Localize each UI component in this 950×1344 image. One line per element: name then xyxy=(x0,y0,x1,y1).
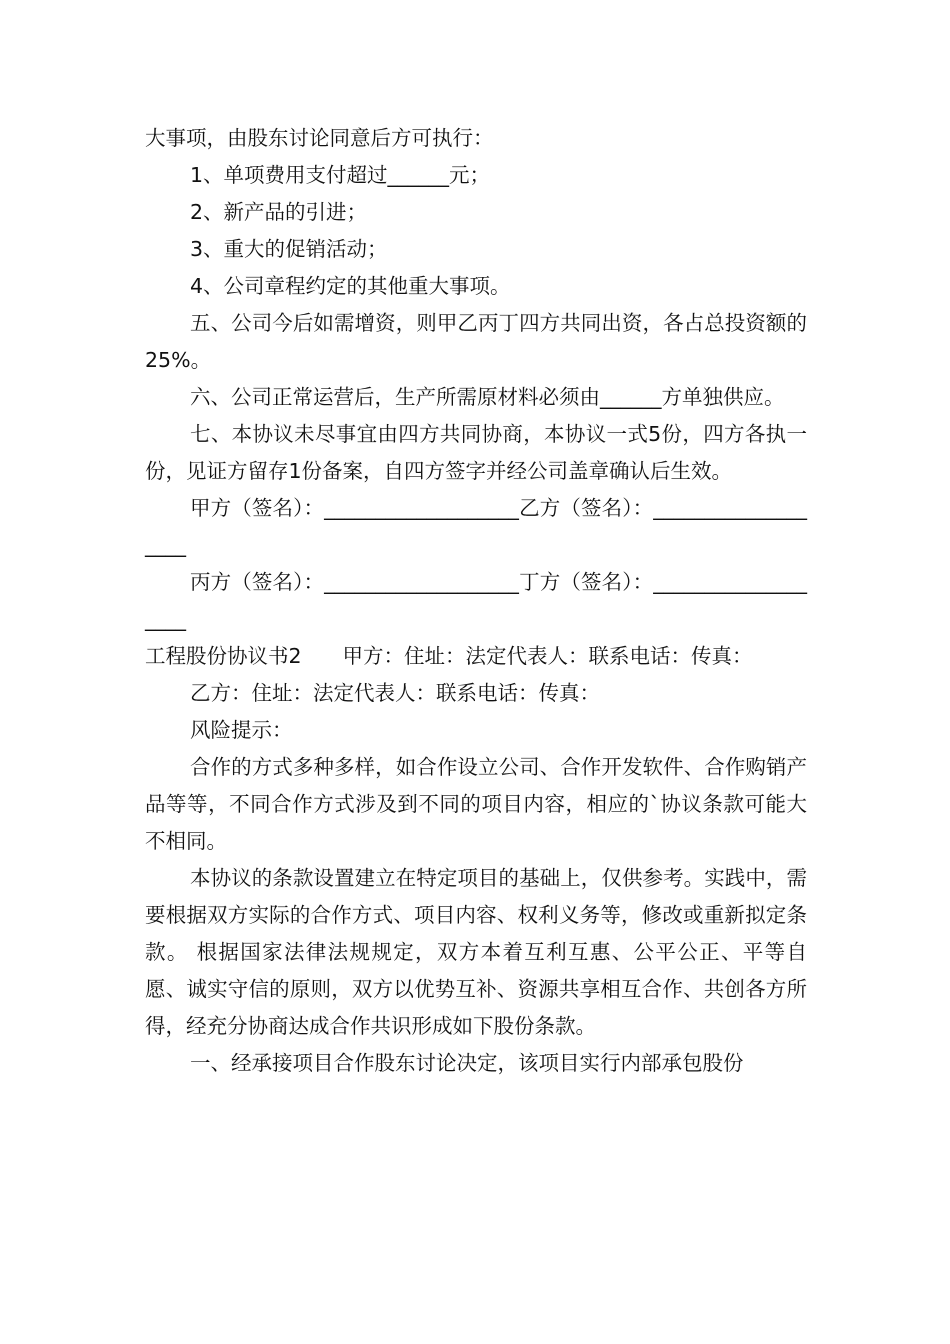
paragraph-3: 2、新产品的引进； xyxy=(190,200,368,224)
paragraph-2: 1、单项费用支付超过______元； xyxy=(190,163,491,187)
document-body xyxy=(145,120,807,1082)
section-heading-line: 工程股份协议书2 甲方：住址：法定代表人：联系电话：传真： xyxy=(145,644,753,668)
paragraph-7: 六、公司正常运营后，生产所需原材料必须由______方单独供应。 xyxy=(190,385,785,409)
paragraph-5: 4、公司章程约定的其他重大事项。 xyxy=(190,274,511,298)
paragraph-15: 本协议的条款设置建立在特定项目的基础上，仅供参考。实践中，需要根据双方实际的合作方式、项目内容、权利义务等，修改或重新拟定条款。 根据国家法律法规规定，双方本着互利互惠、公平公正、平等自愿、诚实守信的原则，双方以优势互补、资源共享相互合作、共创各方所得，经充分协商达成合作共识形成如下股份条款。 xyxy=(145,866,807,1038)
paragraph-6: 五、公司今后如需增资，则甲乙丙丁四方共同出资，各占总投资额的25%。 xyxy=(145,311,807,372)
signature-line-2: 丙方（签名）：___________________丁方（签名）：___________________ xyxy=(145,570,807,631)
paragraph-16: 一、经承接项目合作股东讨论决定，该项目实行内部承包股份 xyxy=(190,1051,744,1075)
risk-notice-heading: 风险提示： xyxy=(190,718,293,742)
paragraph-1: 大事项，由股东讨论同意后方可执行： xyxy=(145,126,494,150)
paragraph-14: 合作的方式多种多样，如合作设立公司、合作开发软件、合作购销产品等等，不同合作方式涉及到不同的项目内容，相应的`协议条款可能大不相同。 xyxy=(145,755,807,853)
paragraph-12: 乙方：住址：法定代表人：联系电话：传真： xyxy=(190,681,600,705)
paragraph-4: 3、重大的促销活动； xyxy=(190,237,388,261)
signature-line-1: 甲方（签名）：___________________乙方（签名）：___________________ xyxy=(145,496,807,557)
paragraph-8: 七、本协议未尽事宜由四方共同协商，本协议一式5份，四方各执一份，见证方留存1份备案，自四方签字并经公司盖章确认后生效。 xyxy=(145,422,807,483)
